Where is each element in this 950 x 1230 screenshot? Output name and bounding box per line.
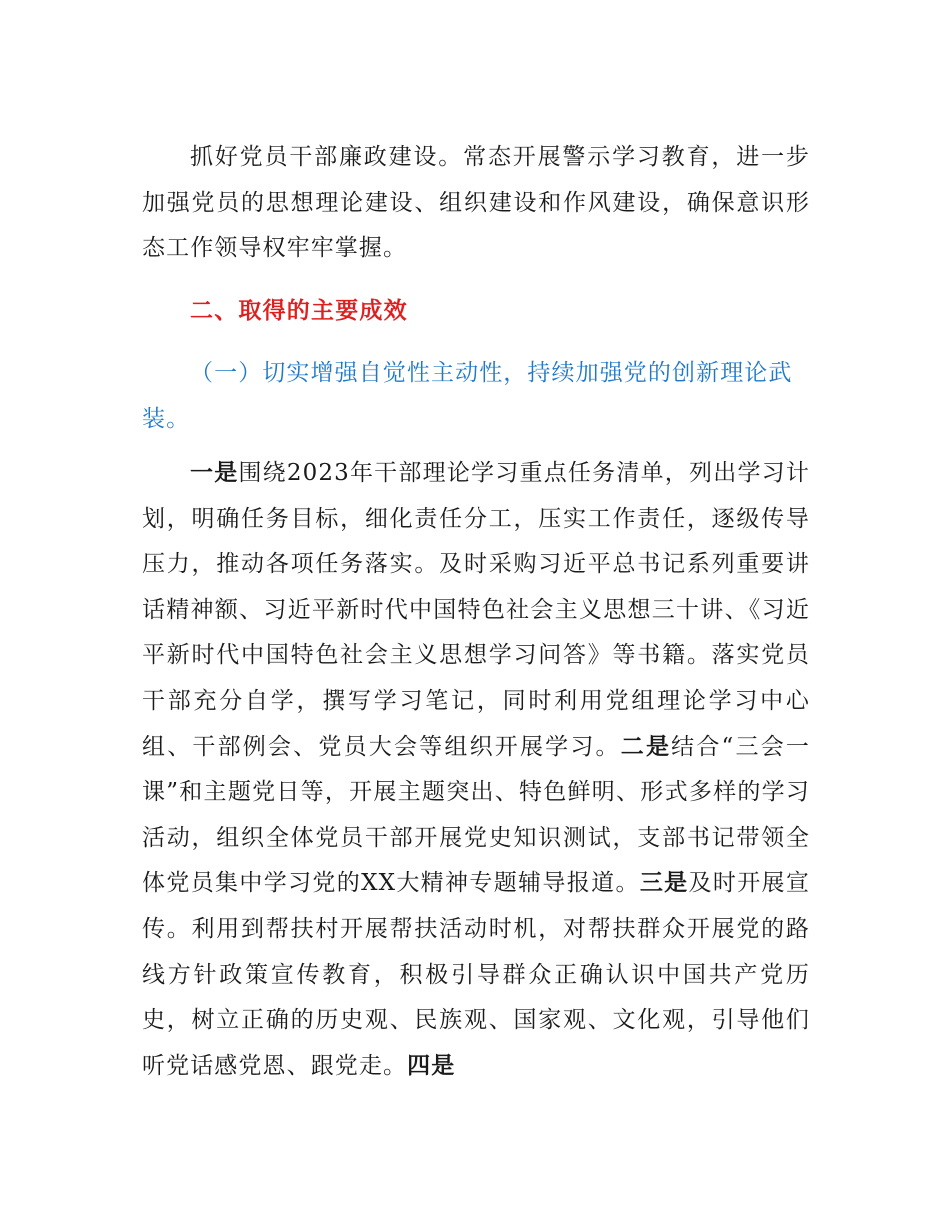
point-text-2: 结合“三会一课”和主题党日等，开展主题突出、特色鲜明、形式多样的学习活动，组织全体党员干部开展党史知识测试，支部书记带领全体党员集中学习党的XX大精神专题辅导报道。 — [142, 733, 811, 897]
body-paragraph — [142, 451, 810, 1089]
point-text-3: 及时开展宣传。利用到帮扶村开展帮扶活动时机，对帮扶群众开展党的路线方针政策宣传教育，积极引导群众正确认识中国共产党历史，树立正确的历史观、民族观、国家观、文化观，引导他们听党话感党恩、跟党走。 — [142, 870, 811, 1079]
intro-paragraph: 抓好党员干部廉政建设。常态开展警示学习教育，进一步加强党员的思想理论建设、组织建设和作风建设，确保意识形态工作领导权牢牢掌握。 — [142, 144, 810, 262]
point-label-4: 四是 — [407, 1052, 456, 1079]
point-label-2: 二是 — [620, 733, 672, 760]
section-heading: 二、取得的主要成效 — [190, 298, 408, 324]
subsection-heading: （一）切实增强自觉性主动性，持续加强党的创新理论武装。 — [142, 360, 793, 432]
point-label-3: 三是 — [639, 870, 689, 897]
point-text-1: 围绕2023年干部理论学习重点任务清单，列出学习计划，明确任务目标，细化责任分工，压实工作责任，逐级传导压力，推动各项任务落实。及时采购习近平总书记系列重要讲话精神额、习近平新时代中国特色社会主义思想三十讲、《习近平新时代中国特色社会主义思想学习问答》等书籍。落实党员干部充分自学，撰写学习笔记，同时利用党组理论学习中心组、干部例会、党员大会等组织开展学习。 — [142, 460, 810, 760]
point-label-1: 一是 — [190, 460, 239, 486]
